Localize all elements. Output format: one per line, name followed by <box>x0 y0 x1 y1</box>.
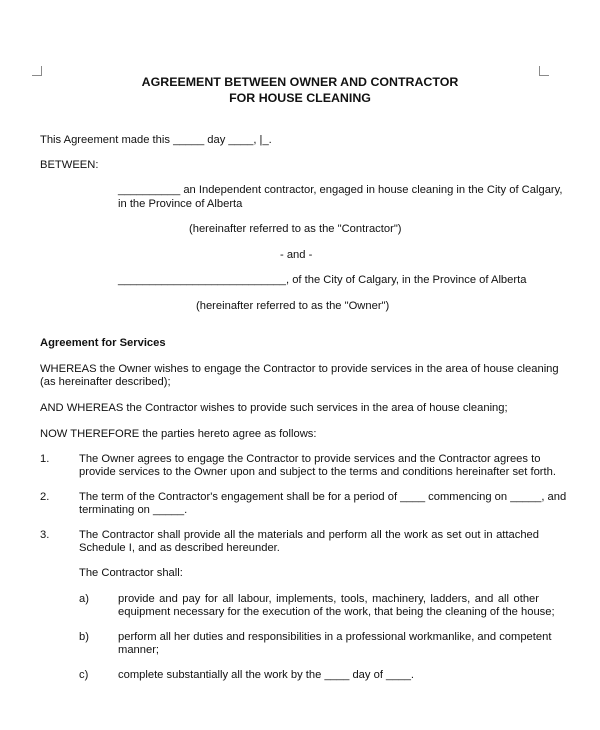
subclause-b-line2: manner; <box>118 644 160 656</box>
subclause-a-line1: provide and pay for all labour, implements, tools, machinery, ladders, and all other <box>118 593 539 605</box>
clause-2-line1: The term of the Contractor's engagement shall be for a period of ____ commencing on _____, and <box>79 491 567 503</box>
contractor-party-line1: __________ an Independent contractor, engaged in house cleaning in the City of Calgary, <box>118 184 563 196</box>
contractor-party-line2: in the Province of Alberta <box>118 198 243 210</box>
subclause-b-line1: perform all her duties and responsibilities in a professional workmanlike, and competent <box>118 631 552 643</box>
whereas-owner-line2: (as hereinafter described); <box>40 376 171 388</box>
owner-reference: (hereinafter referred to as the "Owner") <box>196 300 390 312</box>
contractor-shall-label: The Contractor shall: <box>79 567 183 579</box>
and-separator: - and - <box>280 249 313 261</box>
between-label: BETWEEN: <box>40 159 99 171</box>
clause-1-line2: provide services to the Owner upon and subject to the terms and conditions hereinafter set forth. <box>79 466 556 478</box>
section-heading: Agreement for Services <box>40 337 166 349</box>
subclause-letter: c) <box>79 669 89 681</box>
whereas-contractor: AND WHEREAS the Contractor wishes to provide such services in the area of house cleaning; <box>40 402 508 414</box>
subclause-c-line1: complete substantially all the work by the ____ day of ____. <box>118 669 415 681</box>
clause-2-line2: terminating on _____. <box>79 504 188 516</box>
subclause-a-line2: equipment necessary for the execution of the work, that being the cleaning of the house; <box>118 606 555 618</box>
agreement-date-line: This Agreement made this _____ day ____, |_. <box>40 134 272 146</box>
clause-1-line1: The Owner agrees to engage the Contractor to provide services and the Contractor agrees to <box>79 453 541 465</box>
clause-3-line1: The Contractor shall provide all the materials and perform all the work as set out in attached <box>79 529 539 541</box>
subclause-letter: a) <box>79 593 89 605</box>
subclause-letter: b) <box>79 631 89 643</box>
clause-number: 1. <box>40 453 50 465</box>
clause-3-line2: Schedule I, and as described hereunder. <box>79 542 280 554</box>
contractor-reference: (hereinafter referred to as the "Contractor") <box>189 223 402 235</box>
now-therefore: NOW THEREFORE the parties hereto agree as follows: <box>40 428 317 440</box>
owner-party-line: ___________________________, of the City of Calgary, in the Province of Alberta <box>118 274 527 286</box>
clause-number: 3. <box>40 529 50 541</box>
document-title-line2: FOR HOUSE CLEANING <box>229 91 371 105</box>
clause-number: 2. <box>40 491 50 503</box>
document-title-line1: AGREEMENT BETWEEN OWNER AND CONTRACTOR <box>141 75 459 89</box>
whereas-owner-line1: WHEREAS the Owner wishes to engage the Contractor to provide services in the area of house cleaning <box>40 363 559 375</box>
